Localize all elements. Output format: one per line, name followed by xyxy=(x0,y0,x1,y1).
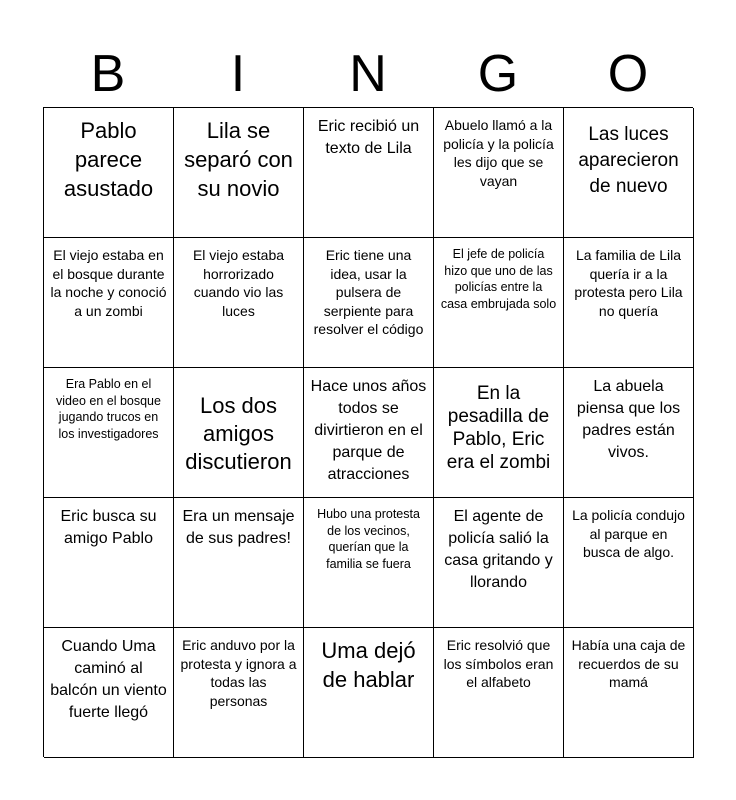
cell-text: Eric tiene una idea, usar la pulsera de serpiente para resolver el código xyxy=(313,247,424,337)
header-letter-i: I xyxy=(230,45,246,103)
cell-text: Pablo parece asustado xyxy=(63,118,154,201)
cell-text: Abuelo llamó a la policía y la policía les dijo que se vayan xyxy=(443,117,554,189)
bingo-cell xyxy=(304,368,434,498)
bingo-cell xyxy=(44,238,174,368)
bingo-cell xyxy=(174,108,304,238)
cell-text: La policía condujo al parque en busca de algo. xyxy=(572,507,685,560)
bingo-cell xyxy=(434,498,564,628)
cell-text: Hace unos años todos se divirtieron en el parque de atracciones xyxy=(310,378,427,483)
bingo-cell xyxy=(304,238,434,368)
bingo-cell xyxy=(174,628,304,758)
cell-text: Hubo una protesta de los vecinos, querían que la familia se fuera xyxy=(317,507,420,571)
bingo-cell xyxy=(174,238,304,368)
bingo-cell xyxy=(304,498,434,628)
bingo-cell xyxy=(44,368,174,498)
cell-text: Eric resolvió que los símbolos eran el alfabeto xyxy=(443,637,554,690)
header-letter-o: O xyxy=(607,45,649,103)
cell-text: En la pesadilla de Pablo, Eric era el zombi xyxy=(446,383,551,473)
cell-text: Las luces aparecieron de nuevo xyxy=(578,124,679,197)
bingo-cell xyxy=(564,628,694,758)
header-letter-g: G xyxy=(477,45,519,103)
bingo-cell xyxy=(564,498,694,628)
bingo-cell xyxy=(564,368,694,498)
cell-text: Era Pablo en el video en el bosque jugando trucos en los investigadores xyxy=(56,377,161,441)
bingo-cell xyxy=(44,108,174,238)
bingo-cell xyxy=(564,108,694,238)
bingo-cell xyxy=(304,108,434,238)
cell-text: El viejo estaba horrorizado cuando vio las luces xyxy=(192,247,285,319)
cell-text: Los dos amigos discutieron xyxy=(185,393,292,474)
cell-text: Eric busca su amigo Pablo xyxy=(60,508,157,547)
header-letter-n: N xyxy=(349,45,387,103)
bingo-header xyxy=(43,40,693,108)
header-letter-b: B xyxy=(90,45,126,103)
cell-text: Era un mensaje de sus padres! xyxy=(182,508,295,547)
bingo-cell xyxy=(434,238,564,368)
bingo-cell xyxy=(44,498,174,628)
bingo-cell xyxy=(434,368,564,498)
bingo-cell xyxy=(434,628,564,758)
cell-text: Eric anduvo por la protesta y ignora a todas las personas xyxy=(180,637,297,709)
cell-text: La abuela piensa que los padres están vivos. xyxy=(576,378,681,461)
bingo-cell xyxy=(564,238,694,368)
bingo-cell xyxy=(174,368,304,498)
cell-text: Cuando Uma caminó al balcón un viento fuerte llegó xyxy=(50,638,167,721)
cell-text: La familia de Lila quería ir a la protesta pero Lila no quería xyxy=(574,247,683,319)
bingo-cell xyxy=(434,108,564,238)
cell-text: Eric recibió un texto de Lila xyxy=(317,118,420,157)
cell-text: El viejo estaba en el bosque durante la noche y conoció a un zombi xyxy=(50,247,167,319)
bingo-cell xyxy=(304,628,434,758)
bingo-cell xyxy=(44,628,174,758)
cell-text: Uma dejó de hablar xyxy=(321,638,416,692)
cell-text: El jefe de policía hizo que uno de las policías entre la casa embrujada solo xyxy=(440,247,557,311)
bingo-card-grid xyxy=(43,107,693,757)
bingo-cell xyxy=(174,498,304,628)
cell-text: Lila se separó con su novio xyxy=(184,118,293,201)
cell-text: Había una caja de recuerdos de su mamá xyxy=(571,637,686,690)
cell-text: El agente de policía salió la casa gritando y llorando xyxy=(444,508,553,591)
